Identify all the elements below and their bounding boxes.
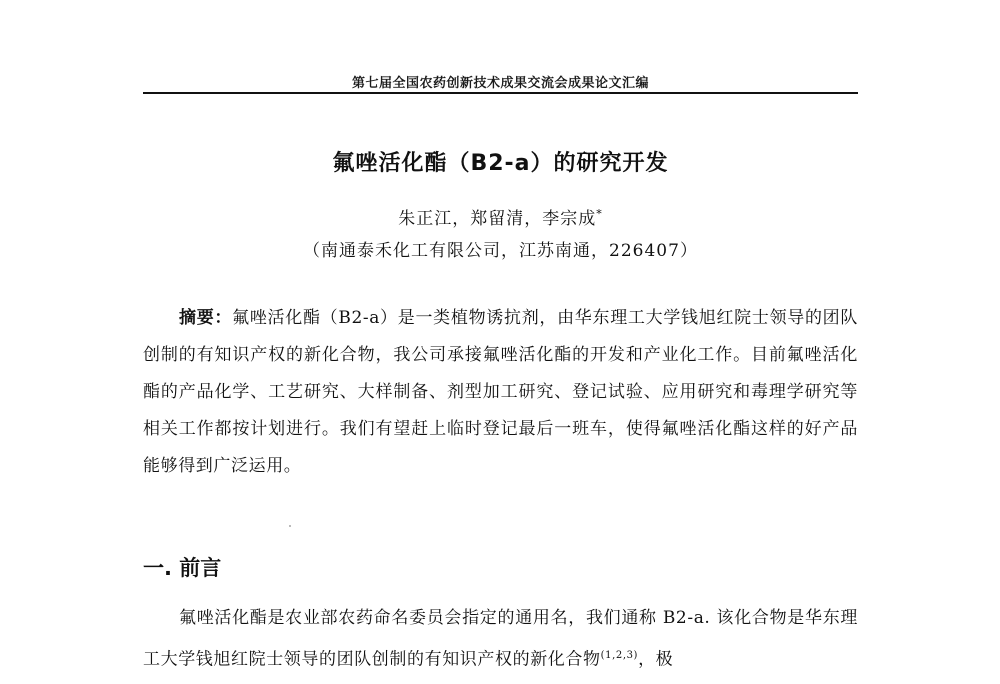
authors [143, 204, 858, 229]
citation-ref: (1,2,3) [600, 650, 639, 661]
corresponding-author-mark: * [596, 207, 603, 221]
introduction-paragraph [143, 600, 858, 679]
scan-speck [289, 525, 291, 527]
affiliation: （南通泰禾化工有限公司，江苏南通，226407） [303, 241, 698, 261]
paper-title: 氟唑活化酯（B2-a）的研究开发 [332, 151, 669, 176]
abstract-paragraph [143, 300, 858, 485]
abstract-text: 氟唑活化酯（B2-a）是一类植物诱抗剂，由华东理工大学钱旭红院士领导的团队创制的有知识产权的新化合物，我公司承接氟唑活化酯的开发和产业化工作。目前氟唑活化酯的产品化学、工艺研究、大样制备、剂型加工研究、登记试验、应用研究和毒理学研究等相关工作都按计划进行。我们有望赶上临时登记最后一班车，使得氟唑活化酯这样的好产品能够得到广泛运用。 [143, 308, 858, 476]
introduction-text-continued: ，极 [638, 649, 674, 670]
section-heading-introduction: 一. 前言 [143, 556, 222, 580]
running-header: 第七届全国农药创新技术成果交流会成果论文汇编 [351, 76, 649, 91]
author-names: 朱正江，郑留清，李宗成 [398, 209, 597, 229]
header-rule [143, 92, 858, 94]
introduction-text: 氟唑活化酯是农业部农药命名委员会指定的通用名，我们通称 B2-a. 该化合物是华东理工大学钱旭红院士领导的团队创制的有知识产权的新化合物 [143, 608, 858, 670]
abstract-label: 摘要： [179, 308, 233, 328]
